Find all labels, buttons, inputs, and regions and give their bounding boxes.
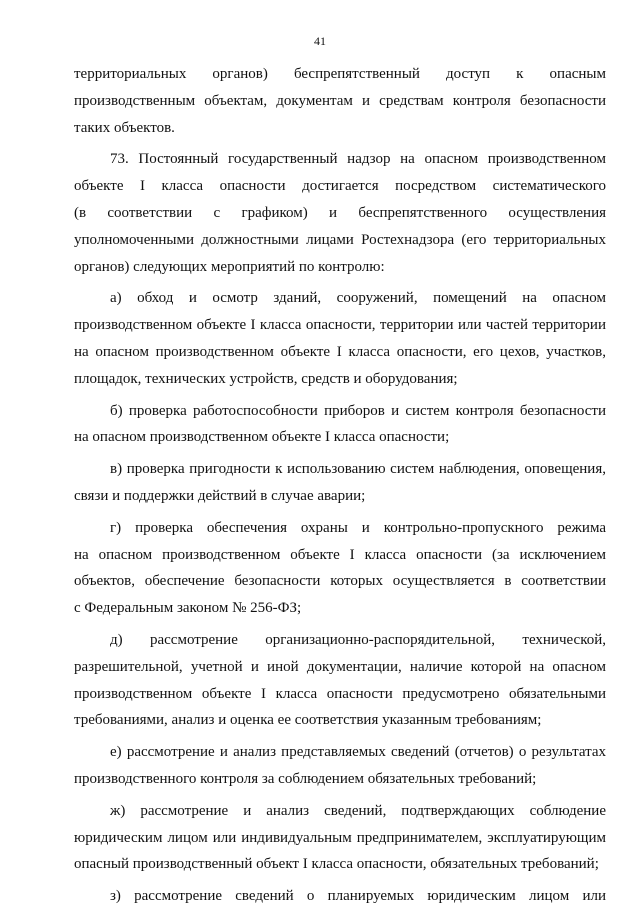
text-line: площадок, технических устройств, средств и оборудования; bbox=[74, 370, 458, 387]
text-line: производственном объекте I класса опасности, территории или частей территории bbox=[74, 317, 606, 334]
text-line: 73. Постоянный государственный надзор на опасном производственном bbox=[110, 151, 606, 168]
text-line: производственным объектам, документам и средствам контроля безопасности bbox=[74, 92, 606, 109]
text-line: органов) следующих мероприятий по контролю: bbox=[74, 258, 385, 275]
text-line: ж) рассмотрение и анализ сведений, подтверждающих соблюдение bbox=[110, 802, 606, 819]
text-line: производственного контроля за соблюдением обязательных требований; bbox=[74, 770, 537, 787]
text-line: на опасном производственном объекте I класса опасности, его цехов, участков, bbox=[74, 343, 606, 360]
text-line: уполномоченными должностными лицами Ростехнадзора (его территориальных bbox=[74, 231, 606, 248]
text-line: территориальных органов) беспрепятственный доступ к опасным bbox=[74, 66, 606, 82]
text-line: объекте I класса опасности достигается посредством систематического bbox=[74, 178, 606, 195]
page-number: 41 bbox=[314, 34, 326, 48]
text-line: (в соответствии с графиком) и беспрепятственного осуществления bbox=[74, 204, 606, 221]
text-line: объектов, обеспечение безопасности которых осуществляется в соответствии bbox=[74, 573, 606, 590]
text-line: опасный производственный объект I класса опасности, обязательных требований; bbox=[74, 856, 599, 873]
text-line: в) проверка пригодности к использованию систем наблюдения, оповещения, bbox=[110, 461, 606, 478]
text-line: г) проверка обеспечения охраны и контрольно-пропускного режима bbox=[110, 519, 606, 536]
text-line: а) обход и осмотр зданий, сооружений, помещений на опасном bbox=[110, 290, 606, 307]
text-line: разрешительной, учетной и иной документации, наличие которой на опасном bbox=[74, 658, 606, 675]
text-line: на опасном производственном объекте I класса опасности; bbox=[74, 429, 450, 446]
text-line: с Федеральным законом № 256-ФЗ; bbox=[74, 600, 302, 617]
text-line: з) рассмотрение сведений о планируемых юридическим лицом или bbox=[110, 888, 606, 905]
text-line: требованиями, анализ и оценка ее соответствия указанным требованиям; bbox=[74, 712, 542, 729]
text-line: связи и поддержки действий в случае аварии; bbox=[74, 487, 366, 504]
document-body bbox=[74, 61, 606, 910]
text-line: б) проверка работоспособности приборов и систем контроля безопасности bbox=[110, 402, 606, 419]
text-line: юридическим лицом или индивидуальным предпринимателем, эксплуатирующим bbox=[74, 829, 606, 846]
text-line: таких объектов. bbox=[74, 119, 175, 136]
text-line: производственном объекте I класса опасности предусмотрено обязательными bbox=[74, 685, 606, 702]
text-line: на опасном производственном объекте I класса опасности (за исключением bbox=[74, 546, 606, 563]
text-line: е) рассмотрение и анализ представляемых сведений (отчетов) о результатах bbox=[110, 744, 606, 761]
text-line: д) рассмотрение организационно-распорядительной, технической, bbox=[110, 631, 606, 648]
